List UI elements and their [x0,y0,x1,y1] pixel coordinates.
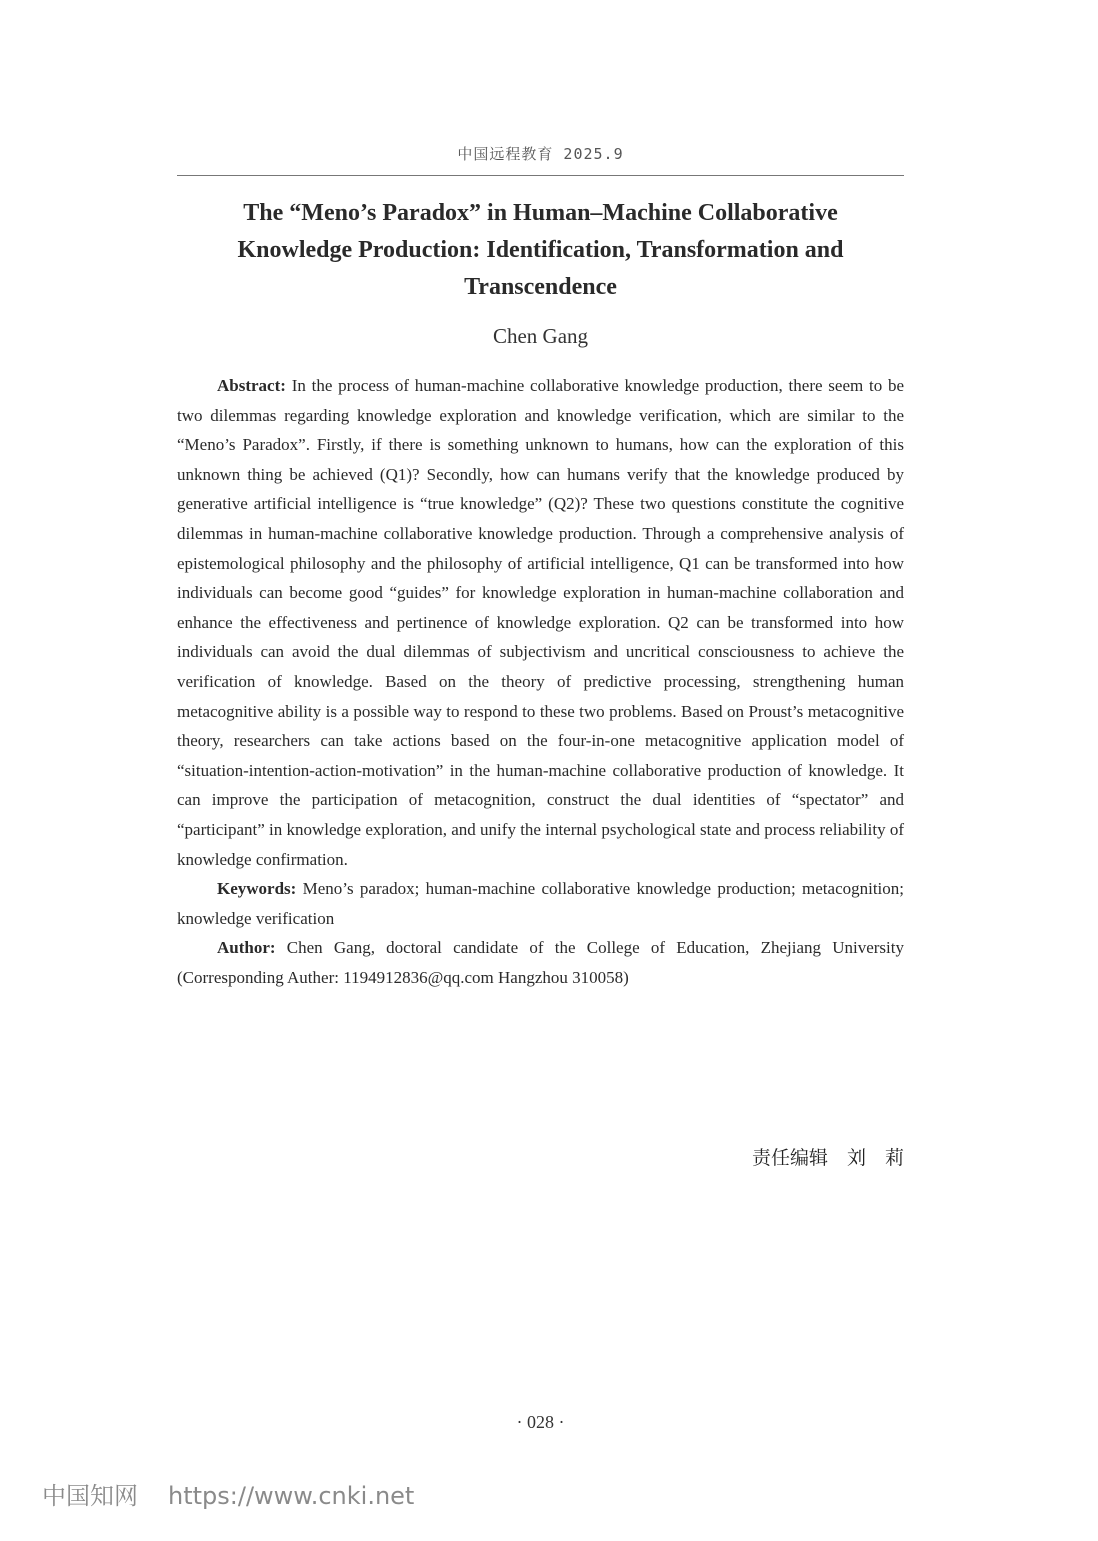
author-info-paragraph [177,933,904,992]
page-number: · 028 · [516,1412,565,1432]
cnki-watermark [42,1476,414,1511]
title-line-2: Knowledge Production: Identification, Transformation and [237,237,844,263]
title-line-1: The “Meno’s Paradox” in Human–Machine Collaborative [243,200,838,226]
watermark-site-name: 中国知网 [42,1482,138,1510]
title-line-3: Transcendence [464,274,617,300]
abstract-section [177,371,904,992]
keywords-label: Keywords: [217,879,297,899]
header-rule [177,175,904,176]
abstract-label: Abstract: [217,376,286,395]
author-info-text: Chen Gang, doctoral candidate of the College of Education, Zhejiang University (Corresponding Auther: 1194912836@qq.com Hangzhou 310058) [177,938,904,987]
abstract-paragraph [177,371,904,874]
keywords-paragraph [177,874,904,933]
article-author: Chen Gang [492,324,589,348]
responsible-editor: 责任编辑 刘 莉 [751,1147,904,1169]
abstract-text: In the process of human-machine collaborative knowledge production, there seem to be two dilemmas regarding knowledge exploration and knowledge verification, which are similar to the “Meno’s Paradox”. Firstly, if there is something unknown to humans, how can the exploration of this unknown thing be achieved (Q1)? Secondly, how can humans verify that the knowledge produced by generative artificial intelligence is “true knowledge” (Q2)? These two questions constitute the cognitive dilemmas in human-machine collaborative knowledge production. Through a comprehensive analysis of epistemological philosophy and the philosophy of artificial intelligence, Q1 can be transformed into how individuals can become good “guides” for knowledge exploration in human-machine collaboration and enhance the effectiveness and pertinence of knowledge exploration. Q2 can be transformed into how individuals can avoid the dual dilemmas of subjectivism and uncritical consciousness to achieve the verification of knowledge. Based on the theory of predictive processing, strengthening human metacognitive ability is a possible way to respond to these two problems. Based on Proust’s metacognitive theory, researchers can take actions based on the four-in-one metacognitive application model of “situation-intention-action-motivation” in the human-machine collaborative production of knowledge. It can improve the participation of metacognition, construct the dual identities of “spectator” and “participant” in knowledge exploration, and unify the internal psychological state and process reliability of knowledge confirmation. [177,376,904,869]
running-head: 中国远程教育 2025.9 [457,145,624,163]
watermark-url: https://www.cnki.net [168,1482,415,1510]
author-info-label: Author: [217,938,276,958]
article-title [177,195,904,306]
keywords-text: Meno’s paradox; human-machine collaborative knowledge production; metacognition; knowledge verification [177,879,905,928]
